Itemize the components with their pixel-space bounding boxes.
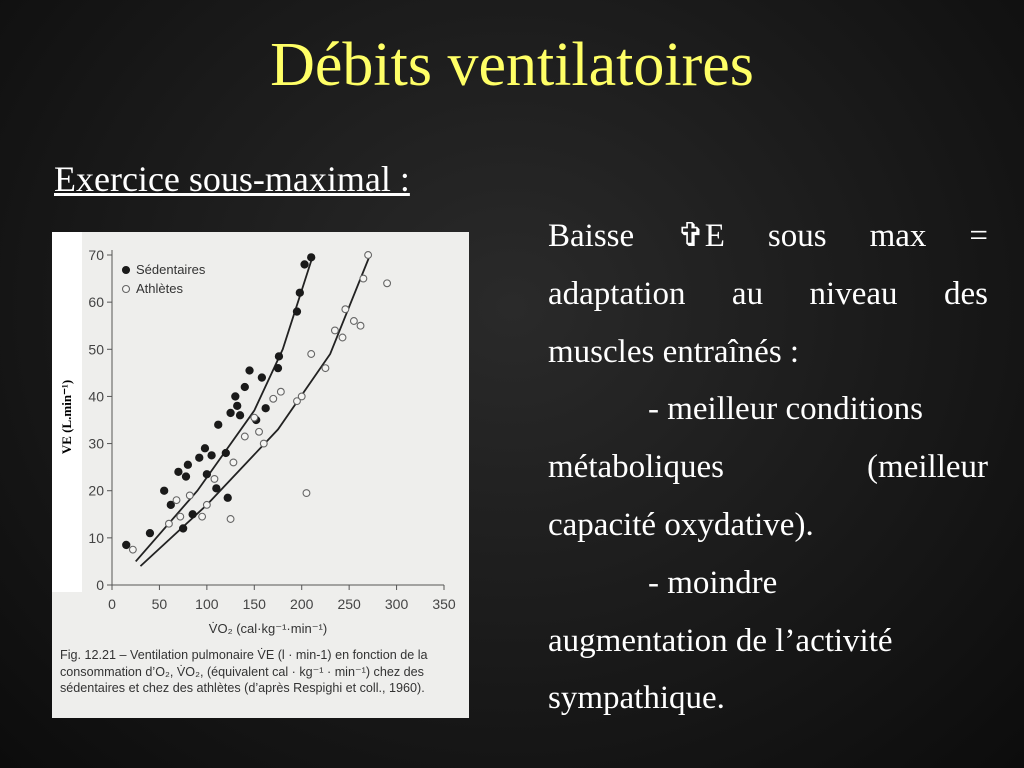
y-tick-label: 40 xyxy=(88,388,104,405)
ventilation-chart xyxy=(52,232,469,718)
sedentary-point xyxy=(241,383,248,390)
sedentary-point xyxy=(234,402,241,409)
sedentary-point xyxy=(274,365,281,372)
sedentary-point xyxy=(208,452,215,459)
athlete-point xyxy=(173,497,180,504)
athlete-point xyxy=(256,428,263,435)
y-axis-label: VE (L.min⁻¹) xyxy=(59,379,74,455)
x-tick-label: 300 xyxy=(384,596,409,612)
sedentary-point xyxy=(246,367,253,374)
body-line-8: augmentation de l’activité xyxy=(548,622,893,659)
athlete-point xyxy=(230,459,237,466)
athlete-point xyxy=(277,388,284,395)
body-line-6: capacité oxydative). xyxy=(548,506,814,543)
sedentary-point xyxy=(232,393,239,400)
sedentary-point xyxy=(213,485,220,492)
body-line-2: adaptation au niveau des xyxy=(548,275,988,312)
figure-caption: Fig. 12.21 – Ventilation pulmonaire V̇E (l · min-1) en fonction de la consommation d’O₂, V̇O₂, (équivalent cal · kg⁻¹ · min⁻¹) chez des sédentaires et chez des athlètes (d’après Respighi et coll., 1960). xyxy=(60,648,428,695)
sedentary-point xyxy=(161,487,168,494)
sedentary-point xyxy=(201,445,208,452)
legend-label: Athlètes xyxy=(136,281,183,296)
sedentary-point xyxy=(175,468,182,475)
athlete-point xyxy=(365,252,372,259)
y-tick-label: 10 xyxy=(88,529,104,546)
body-line-9: sympathique. xyxy=(548,680,725,717)
athlete-point xyxy=(260,440,267,447)
ylabel-strip xyxy=(52,232,82,592)
sedentary-point xyxy=(275,353,282,360)
athlete-point xyxy=(129,546,136,553)
sedentary-point xyxy=(182,473,189,480)
sedentary-point xyxy=(146,530,153,537)
slide-subtitle: Exercice sous-maximal : xyxy=(54,159,410,199)
athlete-point xyxy=(211,476,218,483)
athlete-point xyxy=(270,395,277,402)
sedentary-point xyxy=(258,374,265,381)
athlete-point xyxy=(322,365,329,372)
athlete-point xyxy=(384,280,391,287)
body-text xyxy=(548,208,988,728)
x-tick-label: 250 xyxy=(337,596,361,612)
athlete-point xyxy=(199,513,206,520)
sedentary-point xyxy=(224,494,231,501)
body-line-1: Baisse ✞E sous max = xyxy=(548,218,988,254)
sedentary-point xyxy=(180,525,187,532)
sedentary-point xyxy=(308,254,315,261)
x-axis-label: V̇O₂ (cal·kg⁻¹·min⁻¹) xyxy=(208,621,328,636)
trend-line xyxy=(136,255,313,561)
sedentary-point xyxy=(196,454,203,461)
sedentary-point xyxy=(215,421,222,428)
x-tick-label: 200 xyxy=(290,596,314,612)
sedentary-point xyxy=(189,511,196,518)
legend-label: Sédentaires xyxy=(136,262,206,277)
athlete-point xyxy=(241,433,248,440)
athlete-point xyxy=(203,501,210,508)
legend-marker xyxy=(123,267,130,274)
x-tick-label: 150 xyxy=(242,596,266,612)
athlete-point xyxy=(360,275,367,282)
athlete-point xyxy=(350,318,357,325)
x-tick-label: 100 xyxy=(195,596,219,612)
athlete-point xyxy=(186,492,193,499)
body-line-4: - meilleur conditions xyxy=(648,391,923,428)
athlete-point xyxy=(339,334,346,341)
y-tick-label: 60 xyxy=(88,294,104,311)
y-tick-label: 0 xyxy=(96,577,104,593)
y-tick-label: 30 xyxy=(88,435,104,452)
sedentary-point xyxy=(222,449,229,456)
sedentary-point xyxy=(236,412,243,419)
athlete-point xyxy=(177,513,184,520)
athlete-point xyxy=(166,520,173,527)
athlete-point xyxy=(303,490,310,497)
body-line-5: métaboliques (meilleur xyxy=(548,449,988,486)
athlete-point xyxy=(251,414,258,421)
sedentary-point xyxy=(296,289,303,296)
x-tick-label: 350 xyxy=(432,596,456,612)
sedentary-point xyxy=(123,541,130,548)
body-line-3: muscles entraînés : xyxy=(548,333,800,370)
slide-title: Débits ventilatoires xyxy=(270,31,754,99)
athlete-point xyxy=(332,327,339,334)
y-tick-label: 20 xyxy=(88,482,104,499)
y-tick-label: 50 xyxy=(88,341,104,358)
athlete-point xyxy=(342,306,349,313)
sedentary-point xyxy=(293,308,300,315)
athlete-point xyxy=(227,516,234,523)
legend-marker xyxy=(123,286,130,293)
sedentary-point xyxy=(203,471,210,478)
sedentary-point xyxy=(301,261,308,268)
sedentary-point xyxy=(184,461,191,468)
sedentary-point xyxy=(227,409,234,416)
x-tick-label: 0 xyxy=(108,596,116,612)
chart-figure xyxy=(52,232,469,718)
x-tick-label: 50 xyxy=(151,596,168,612)
sedentary-point xyxy=(262,405,269,412)
athlete-point xyxy=(298,393,305,400)
athlete-point xyxy=(308,351,315,358)
athlete-point xyxy=(357,322,364,329)
body-line-7: - moindre xyxy=(648,564,778,601)
y-tick-label: 70 xyxy=(88,247,104,263)
